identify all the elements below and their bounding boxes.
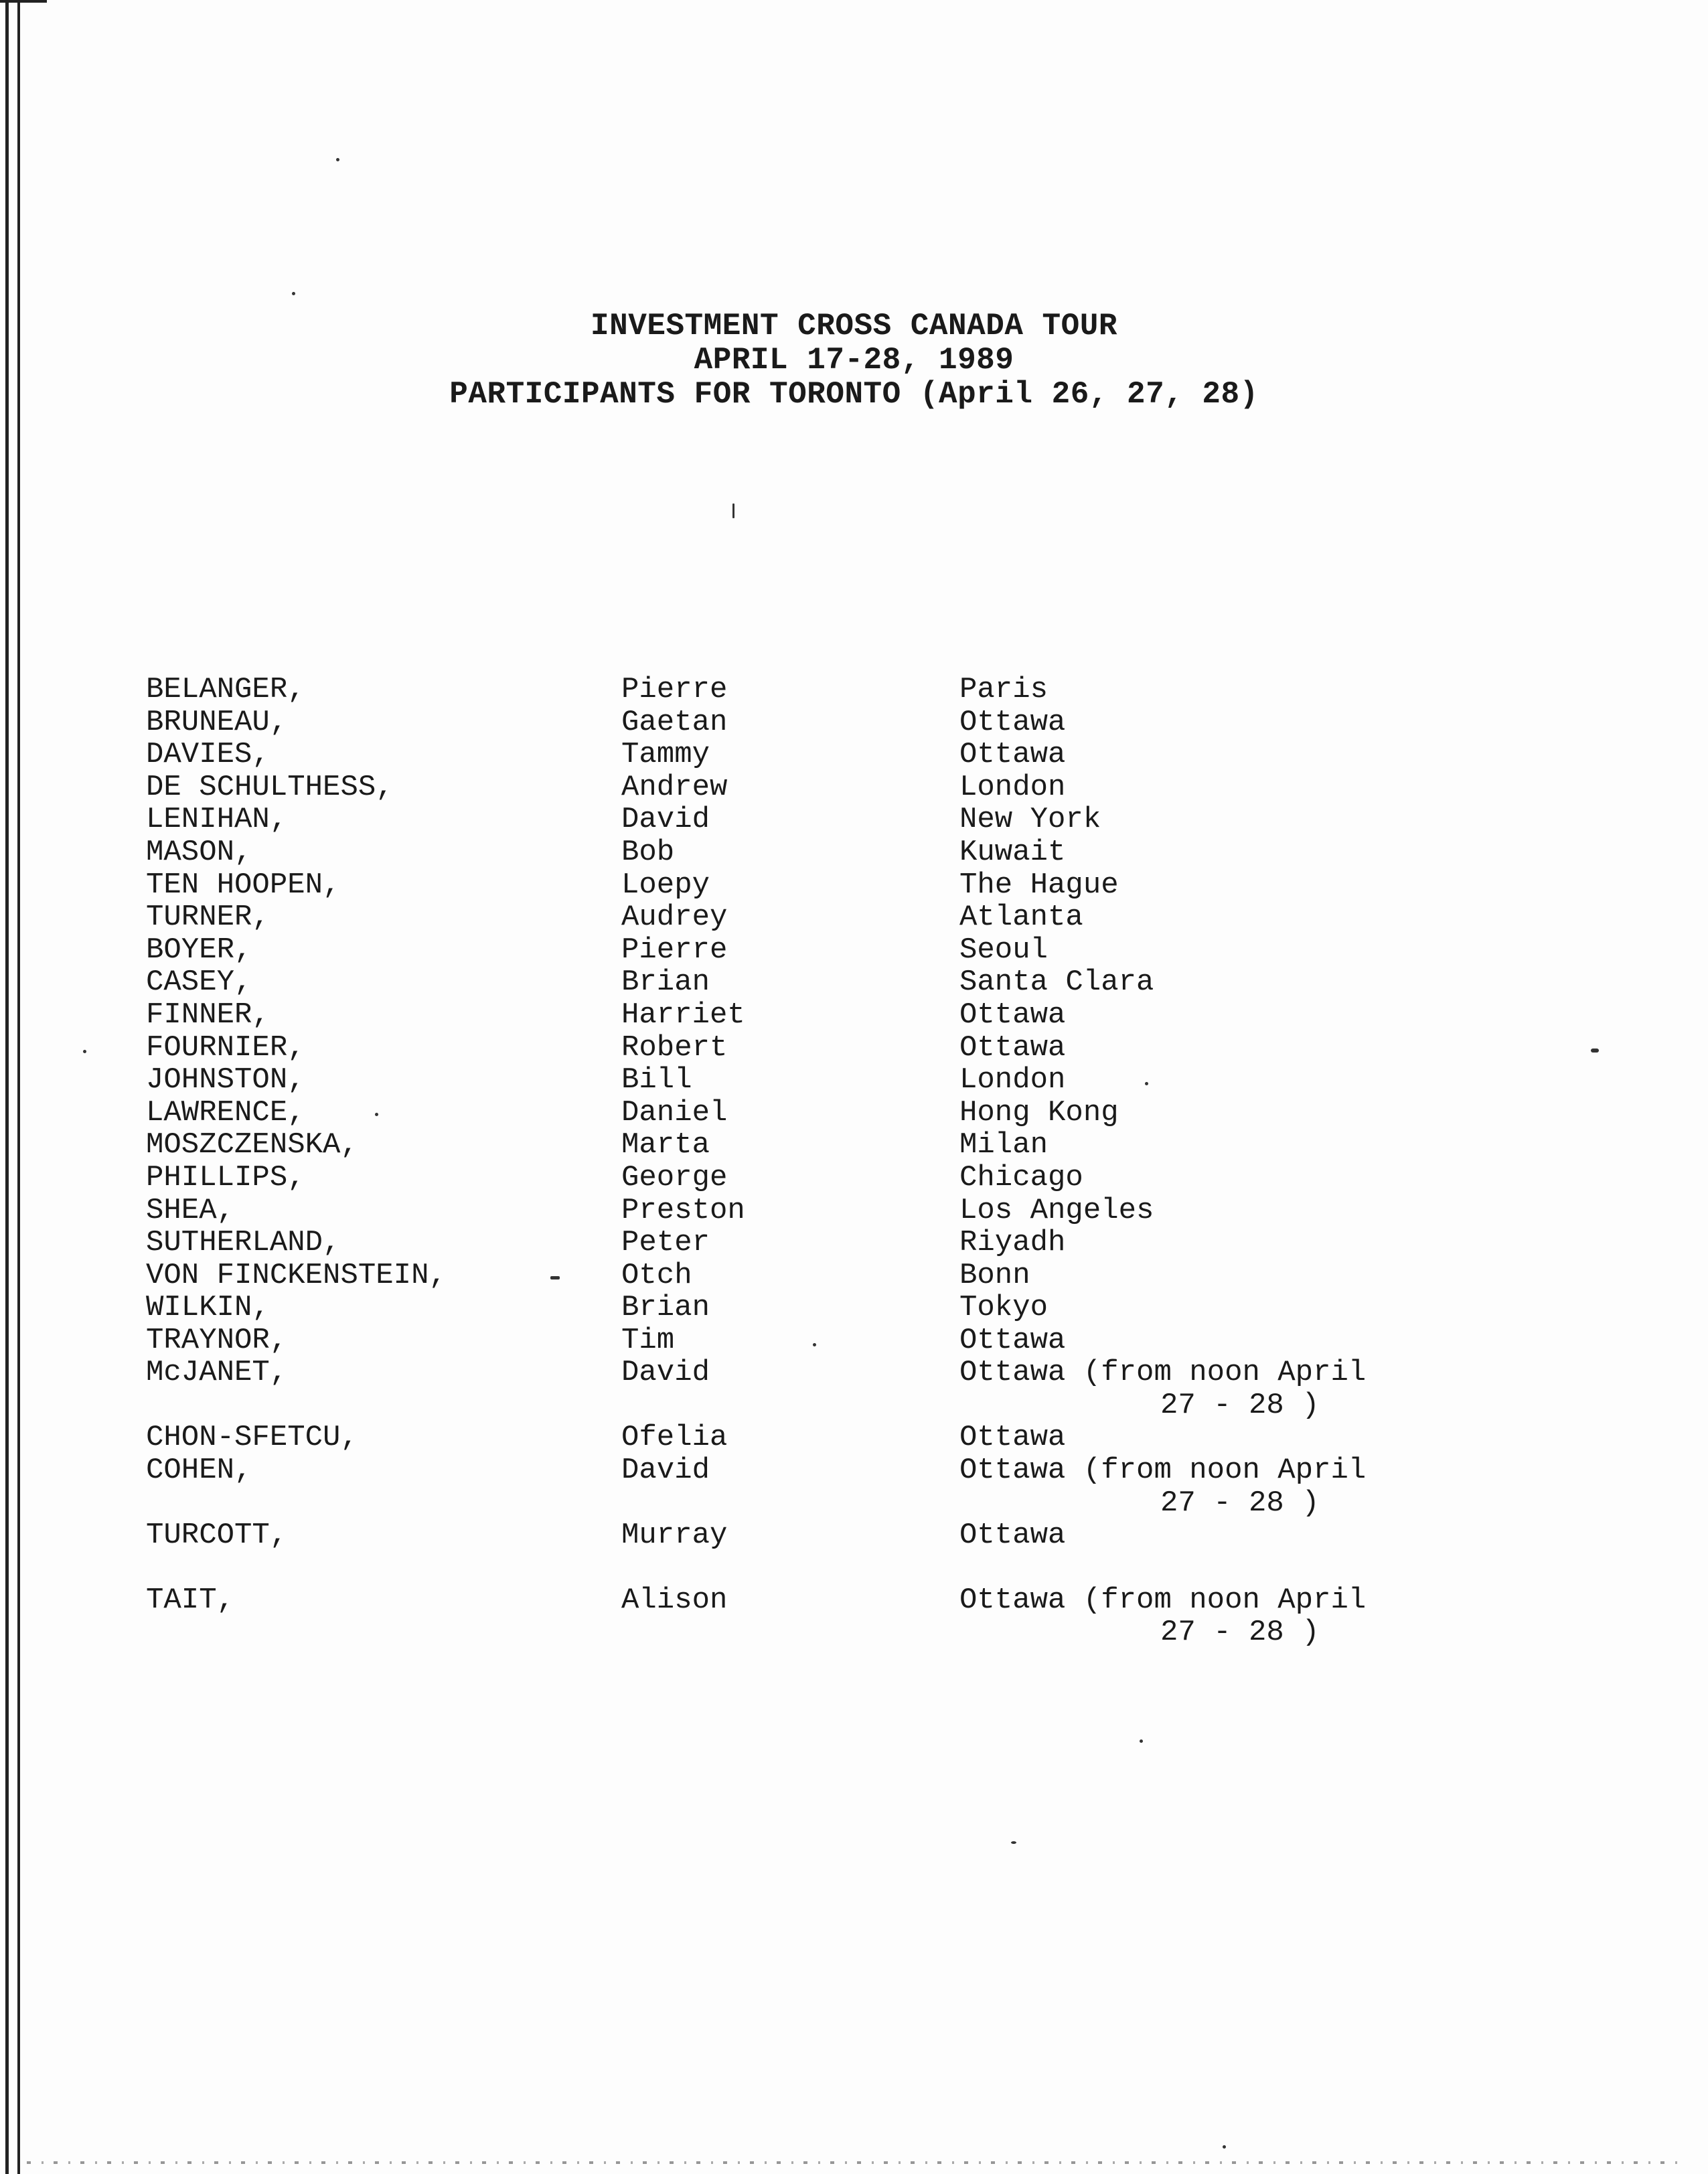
participant-surname: FOURNIER, <box>146 1030 305 1065</box>
participant-list <box>146 674 1485 1649</box>
participant-city: Ottawa <box>959 705 1066 739</box>
participant-given-name: Gaetan <box>621 705 728 739</box>
participant-row <box>146 1356 1485 1421</box>
participant-city: Hong Kong <box>959 1095 1119 1130</box>
participant-surname: LAWRENCE, <box>146 1095 305 1130</box>
participant-city-line: Ottawa (from noon April <box>959 1454 1367 1488</box>
participant-surname: BELANGER, <box>146 673 305 706</box>
scan-speck <box>813 1343 816 1346</box>
participant-city: Tokyo <box>959 1291 1049 1325</box>
participant-city: London <box>959 1063 1066 1097</box>
participant-city <box>959 1356 1366 1421</box>
participant-row <box>146 1259 1485 1292</box>
participant-given-name: David <box>621 803 710 837</box>
participant-surname: TRAYNOR, <box>146 1323 288 1357</box>
participant-city: The Hague <box>959 868 1119 902</box>
participant-given-name: Peter <box>621 1226 710 1260</box>
participant-city: Kuwait <box>959 835 1066 869</box>
participant-surname: WILKIN, <box>146 1291 270 1325</box>
document-title <box>0 309 1708 412</box>
scan-speck <box>375 1113 378 1116</box>
participant-given-name: Tammy <box>621 738 710 772</box>
participant-row <box>146 901 1485 934</box>
scan-speck <box>292 292 295 295</box>
participant-surname: COHEN, <box>146 1454 252 1488</box>
participant-given-name: Otch <box>621 1258 692 1292</box>
participant-city: Riyadh <box>959 1226 1066 1260</box>
participant-row <box>146 1032 1485 1065</box>
participant-surname: VON FINCKENSTEIN, <box>146 1258 447 1292</box>
participant-row <box>146 836 1485 869</box>
participant-given-name: Preston <box>621 1193 745 1227</box>
participant-surname: TEN HOOPEN, <box>146 868 341 902</box>
scan-speck <box>732 503 734 518</box>
participant-row <box>146 674 1485 706</box>
participant-given-name: Alison <box>621 1583 728 1617</box>
participant-row <box>146 1097 1485 1130</box>
participant-city: New York <box>959 803 1101 837</box>
participant-row <box>146 999 1485 1032</box>
participant-row <box>146 934 1485 967</box>
participant-given-name: Brian <box>621 965 710 1000</box>
participant-given-name: Marta <box>621 1128 710 1162</box>
participant-surname: TURNER, <box>146 901 270 935</box>
participant-city-line: Ottawa (from noon April <box>959 1356 1367 1390</box>
title-line: APRIL 17-28, 1989 <box>694 343 1014 378</box>
participant-surname: PHILLIPS, <box>146 1160 305 1194</box>
participant-city: Chicago <box>959 1160 1083 1194</box>
scan-speck <box>83 1050 86 1053</box>
participant-row <box>146 1421 1485 1454</box>
participant-city <box>959 1454 1366 1519</box>
participant-city: Santa Clara <box>959 965 1154 1000</box>
participant-city <box>959 1584 1366 1649</box>
participant-given-name: Harriet <box>621 998 745 1032</box>
participant-row <box>146 1194 1485 1227</box>
participant-row <box>146 1519 1485 1552</box>
participant-row <box>146 1064 1485 1097</box>
participant-row <box>146 803 1485 836</box>
participant-surname: MOSZCZENSKA, <box>146 1128 358 1162</box>
participant-given-name: David <box>621 1454 710 1488</box>
participant-city: Atlanta <box>959 901 1083 935</box>
participant-given-name: Tim <box>621 1323 675 1357</box>
participant-given-name: Pierre <box>621 673 728 706</box>
participant-surname: JOHNSTON, <box>146 1063 305 1097</box>
participant-city: Paris <box>959 673 1049 706</box>
participant-surname: SUTHERLAND, <box>146 1226 341 1260</box>
scan-bottom-noise <box>27 2161 1681 2164</box>
participant-row <box>146 1292 1485 1324</box>
participant-given-name: Robert <box>621 1030 728 1065</box>
participant-city: Milan <box>959 1128 1049 1162</box>
participant-surname: CASEY, <box>146 965 252 1000</box>
binding-edge-top <box>0 0 47 3</box>
participant-surname: BOYER, <box>146 933 252 967</box>
participant-city: Ottawa <box>959 998 1066 1032</box>
scan-speck <box>1145 1082 1148 1085</box>
title-line: INVESTMENT CROSS CANADA TOUR <box>591 309 1117 343</box>
scan-speck <box>1591 1049 1599 1053</box>
title-line: PARTICIPANTS FOR TORONTO (April 26, 27, 28) <box>449 377 1259 412</box>
participant-given-name: Daniel <box>621 1095 728 1130</box>
participant-given-name: Pierre <box>621 933 728 967</box>
participant-city: Ottawa <box>959 1030 1066 1065</box>
participant-row <box>146 1129 1485 1162</box>
scan-speck <box>550 1276 560 1279</box>
participant-surname: DE SCHULTHESS, <box>146 770 394 804</box>
participant-row <box>146 1454 1485 1519</box>
participant-given-name: Brian <box>621 1291 710 1325</box>
participant-given-name: Andrew <box>621 770 728 804</box>
scan-speck <box>1011 1841 1016 1844</box>
participant-city: Ottawa <box>959 738 1066 772</box>
scan-speck <box>1140 1739 1143 1743</box>
participant-city-line: Ottawa (from noon April <box>959 1583 1367 1617</box>
participant-given-name: Loepy <box>621 868 710 902</box>
participant-surname: McJANET, <box>146 1356 288 1390</box>
participant-given-name: Bill <box>621 1063 692 1097</box>
scan-speck <box>336 158 339 161</box>
participant-surname: CHON-SFETCU, <box>146 1421 358 1455</box>
participant-city: Los Angeles <box>959 1193 1154 1227</box>
participant-city: Ottawa <box>959 1323 1066 1357</box>
participant-row <box>146 1584 1485 1649</box>
participant-given-name: David <box>621 1356 710 1390</box>
participant-given-name: Ofelia <box>621 1421 728 1455</box>
participant-city: Bonn <box>959 1258 1030 1292</box>
participant-surname: BRUNEAU, <box>146 705 288 739</box>
participant-row <box>146 1324 1485 1357</box>
participant-city: Seoul <box>959 933 1049 967</box>
participant-city-line: 27 - 28 ) <box>1160 1616 1320 1650</box>
participant-surname: TURCOTT, <box>146 1519 288 1553</box>
participant-row <box>146 771 1485 804</box>
participant-row <box>146 706 1485 739</box>
scan-speck <box>1223 2145 1226 2149</box>
participant-given-name: Bob <box>621 835 675 869</box>
participant-row <box>146 869 1485 902</box>
participant-surname: DAVIES, <box>146 738 270 772</box>
participant-city: London <box>959 770 1066 804</box>
participant-surname: SHEA, <box>146 1193 235 1227</box>
participant-row <box>146 1162 1485 1194</box>
participant-row <box>146 739 1485 771</box>
participant-city-line: 27 - 28 ) <box>1160 1389 1320 1423</box>
participant-given-name: Murray <box>621 1519 728 1553</box>
participant-surname: LENIHAN, <box>146 803 288 837</box>
participant-given-name: George <box>621 1160 728 1194</box>
participant-row <box>146 1227 1485 1259</box>
participant-surname: TAIT, <box>146 1583 235 1617</box>
participant-city: Ottawa <box>959 1519 1066 1553</box>
participant-city-line: 27 - 28 ) <box>1160 1486 1320 1520</box>
participant-given-name: Audrey <box>621 901 728 935</box>
participant-city: Ottawa <box>959 1421 1066 1455</box>
participant-row <box>146 966 1485 999</box>
participant-surname: FINNER, <box>146 998 270 1032</box>
participant-surname: MASON, <box>146 835 252 869</box>
